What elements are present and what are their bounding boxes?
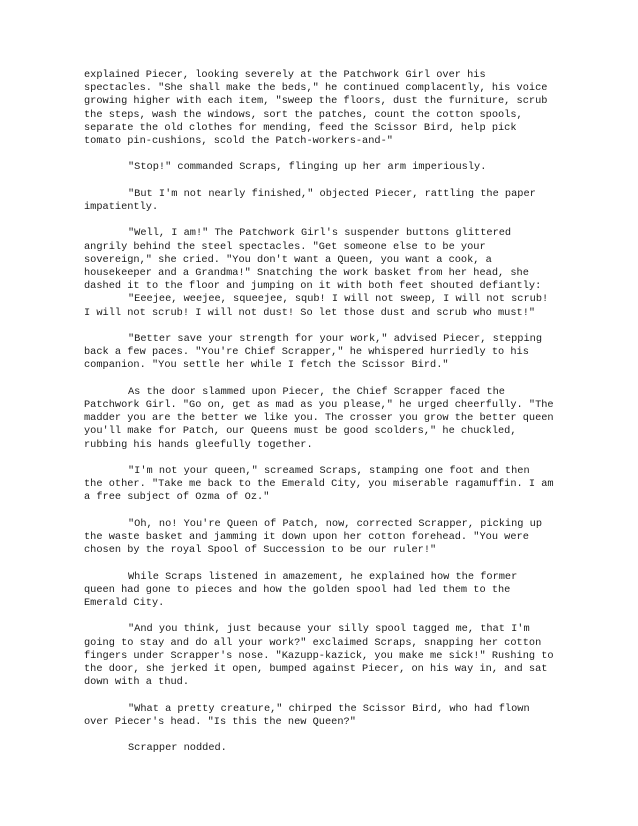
- paragraph-6: "Better save your strength for your work," advised Piecer, stepping back a few paces. "You're Chief Scrapper," he whispered hurriedly to his companion. "You settle her while I fetch the Scissor Bird.": [84, 333, 543, 372]
- paragraph-8: "I'm not your queen," screamed Scraps, stamping one foot and then the other. "Take me back to the Emerald City, you miserable ragamuffin. I am a free subject of Ozma of Oz.": [84, 465, 554, 504]
- paragraph-13: Scrapper nodded.: [128, 742, 227, 755]
- paragraph-7: As the door slammed upon Piecer, the Chief Scrapper faced the Patchwork Girl. "Go on, get as mad as you please," he urged cheerfully. "The madder you are the better we like you. The crosser you grow the better queen you'll make for Patch, our Queens must be good scolders," he chuckled, rubbing his hands gleefully together.: [84, 385, 554, 451]
- paragraph-5: "Eeejee, weejee, squeejee, squb! I will not sweep, I will not scrub! I will not scrub! I will not dust! So let those dust and scrub who must!": [84, 293, 549, 319]
- paragraph-12: "What a pretty creature," chirped the Scissor Bird, who had flown over Piecer's head. "Is this the new Queen?": [84, 702, 530, 728]
- paragraph-10: While Scraps listened in amazement, he explained how the former queen had gone to pieces and how the golden spool had led them to the Emerald City.: [84, 570, 518, 609]
- paragraph-9: "Oh, no! You're Queen of Patch, now, corrected Scrapper, picking up the waste basket and jamming it down upon her cotton forehead. "You were chosen by the royal Spool of Succession to be our ruler!": [84, 517, 543, 557]
- paragraph-3: "But I'm not nearly finished," objected Piecer, rattling the paper impatiently.: [84, 187, 536, 213]
- story-text: [84, 69, 554, 769]
- paragraph-1: explained Piecer, looking severely at the Patchwork Girl over his spectacles. "She shall make the beds," he continued complacently, his voice growing higher with each item, "sweep the floors, dust the furniture, scrub the steps, wash the windows, sort the patches, count the cotton spools, separate the old clothes for mending, feed the Scissor Bird, help pick tomato pin-cushions, scold the Patch-workers-and-": [84, 69, 548, 148]
- paragraph-4: "Well, I am!" The Patchwork Girl's suspender buttons glittered angrily behind the steel spectacles. "Get someone else to be your sovereign," she cried. "You don't want a Queen, you want a cook, a housekeeper and a Grandma!" Snatching the work basket from her head, she dashed it to the floor and jumping on it with both feet shouted defiantly:: [84, 227, 542, 293]
- paragraph-2: "Stop!" commanded Scraps, flinging up her arm imperiously.: [128, 161, 487, 174]
- paragraph-11: "And you think, just because your silly spool tagged me, that I'm going to stay and do all your work?" exclaimed Scraps, snapping her cotton fingers under Scrapper's nose. "Kazupp-kazick, you make me sick!" Rushing to the door, she jerked it open, bumped against Piecer, on his way in, and sat down with a thud.: [84, 623, 554, 689]
